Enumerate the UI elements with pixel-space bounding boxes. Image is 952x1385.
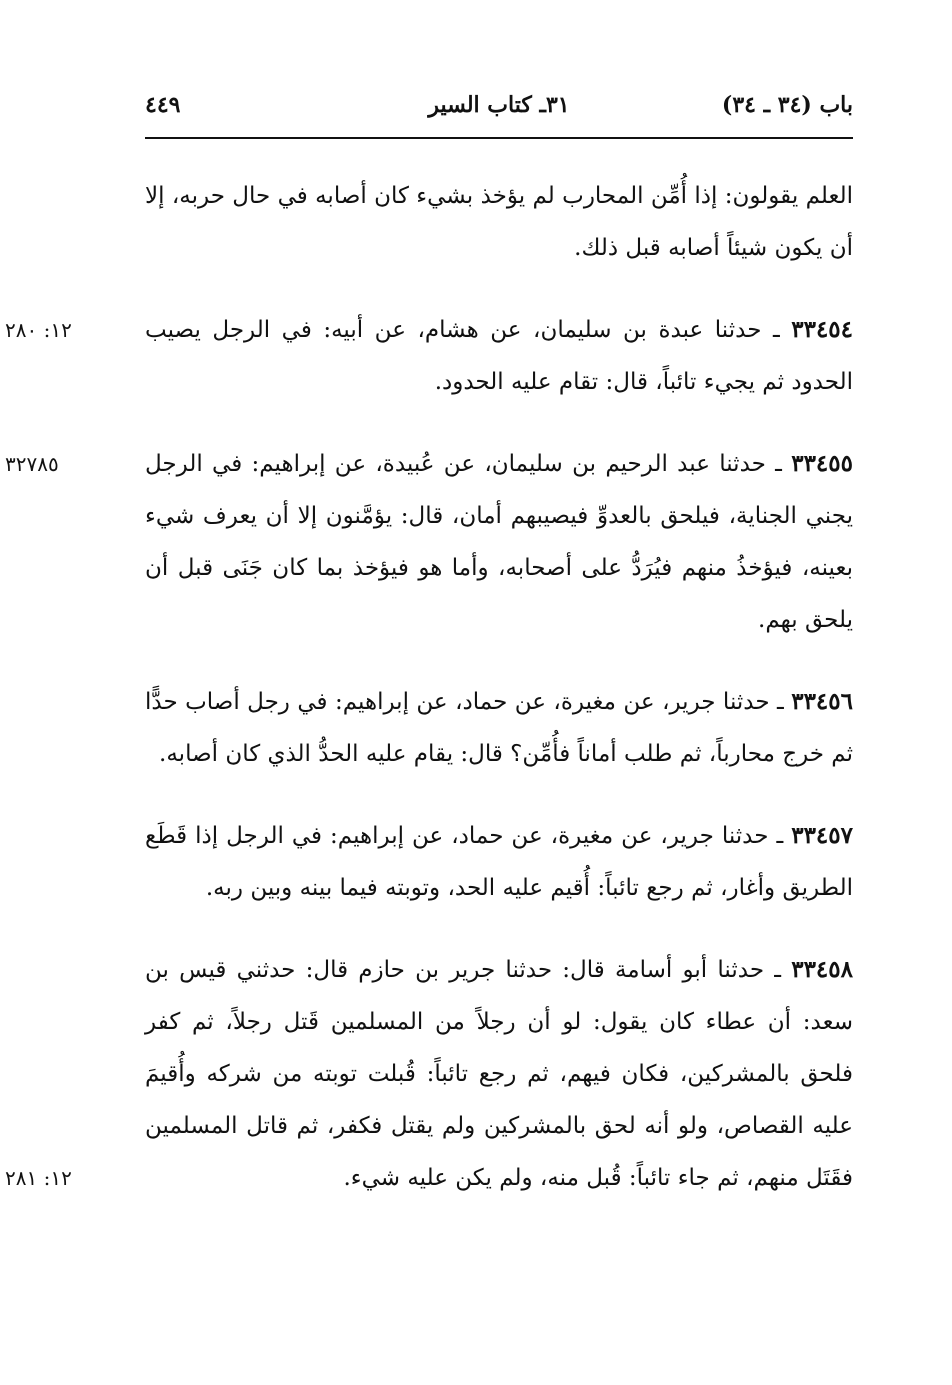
header-rule — [145, 137, 853, 139]
margin-reference: ٣٢٧٨٥ — [5, 452, 59, 476]
chapter-heading: باب (٣٤ ـ ٣٤) — [721, 92, 853, 118]
margin-reference: ١٢: ٢٨١ — [5, 1166, 72, 1190]
paragraph-text: ـ حدثنا جرير، عن مغيرة، عن حماد، عن إبراهيم: في الرجل إذا قَطَع الطريق وأغار، ثم رجع تائباً: أُقيم عليه الحد، وتوبته فيما بينه وبين ربه. — [145, 823, 853, 901]
hadith-paragraph — [5, 438, 853, 646]
paragraph-text: ـ حدثنا عبد الرحيم بن سليمان، عن عُبيدة، عن إبراهيم: في الرجل يجني الجناية، فيلحق بالعدوِّ فيصيبهم أمان، قال: يؤمَّنون إلا أن يعرف شيء بعينه، فيؤخذُ منهم فيُرَدُّ على أصحابه، وأما هو فيؤخذ بما كان جَنَى قبل أن يلحق بهم. — [145, 451, 853, 633]
hadith-paragraph — [145, 810, 853, 914]
hadith-number: ٣٣٤٥٥ — [791, 450, 853, 477]
book-title: ٣١ـ كتاب السير — [428, 92, 570, 118]
hadith-number: ٣٣٤٥٧ — [791, 822, 853, 849]
hadith-paragraph — [5, 304, 854, 408]
paragraph-text: العلم يقولون: إذا أُمِّن المحارب لم يؤخذ بشيء كان أصابه في حال حربه، إلا أن يكون شيئاً أصابه قبل ذلك. — [145, 183, 853, 261]
page-header — [145, 86, 853, 130]
hadith-paragraph — [5, 944, 853, 1204]
paragraph-text: ـ حدثنا أبو أسامة قال: حدثنا جرير بن حازم قال: حدثني قيس بن سعد: أن عطاء كان يقول: لو أن رجلاً من المسلمين قَتل رجلاً، ثم كفر فلحق بالمشركين، فكان فيهم، ثم رجع تائباً: قُبلت توبته من شركه وأُقيمَ عليه القصاص، ولو أنه لحق بالمشركين ولم يقتل فكفر، ثم قاتل المسلمين فقَتَل منهم، ثم جاء تائباً: قُبل منه، ولم يكن عليه شيء. — [145, 957, 853, 1191]
paragraph-continuation — [145, 170, 853, 274]
hadith-paragraph — [145, 676, 853, 780]
hadith-number: ٣٣٤٥٨ — [791, 956, 853, 983]
margin-reference: ١٢: ٢٨٠ — [5, 318, 72, 342]
hadith-number: ٣٣٤٥٤ — [791, 316, 854, 343]
page-body — [5, 170, 854, 1204]
paragraph-text: ـ حدثنا عبدة بن سليمان، عن هشام، عن أبيه: في الرجل يصيب الحدود ثم يجيء تائباً، قال: تقام عليه الحدود. — [145, 317, 853, 395]
hadith-number: ٣٣٤٥٦ — [791, 688, 853, 715]
paragraph-text: ـ حدثنا جرير، عن مغيرة، عن حماد، عن إبراهيم: في رجل أصاب حدًّا ثم خرج محارباً، ثم طلب أماناً فأُمِّن؟ قال: يقام عليه الحدُّ الذي كان أصابه. — [145, 689, 853, 767]
page-number: ٤٤٩ — [145, 92, 181, 118]
